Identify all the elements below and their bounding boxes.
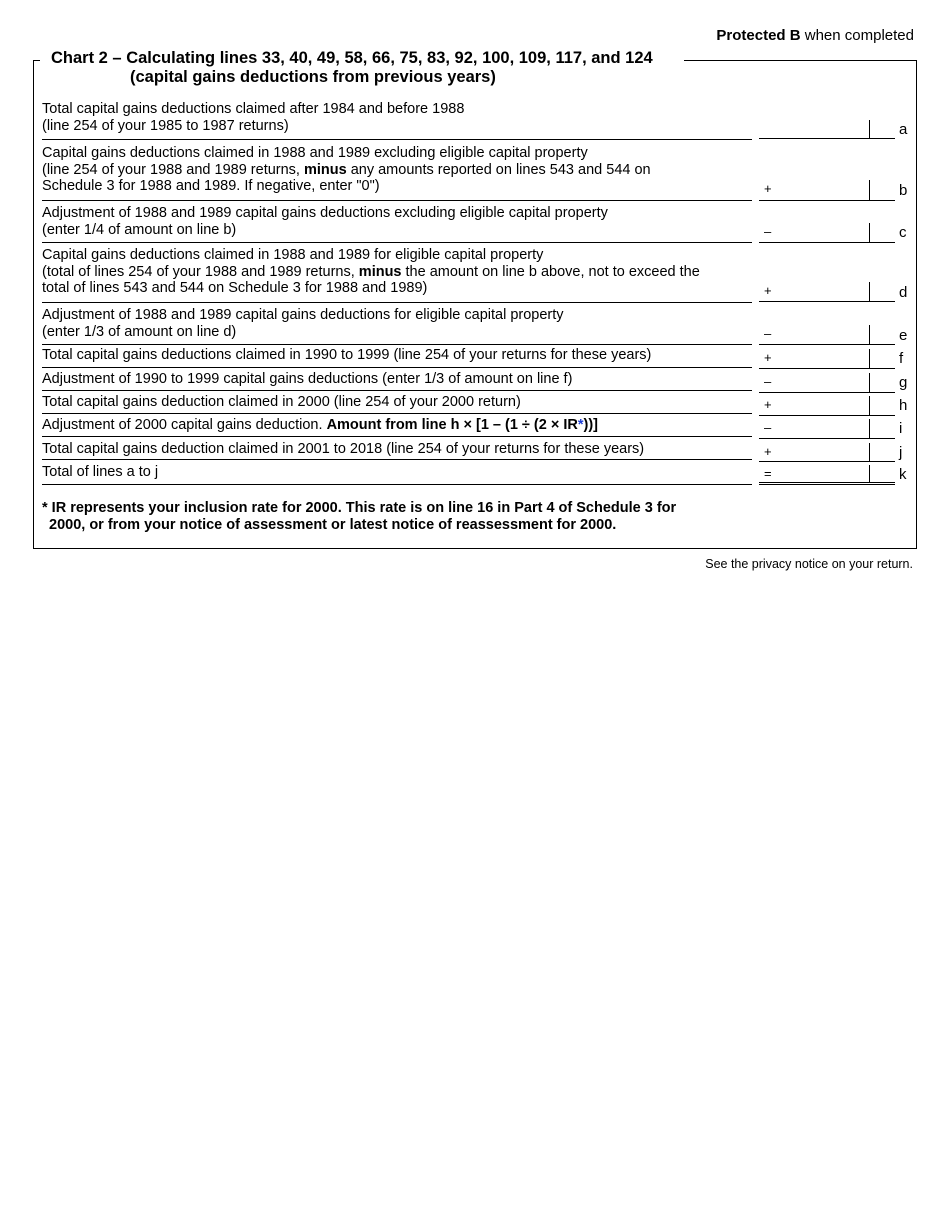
operator-b: +	[764, 181, 772, 196]
line-letter-k: k	[899, 466, 907, 483]
line-letter-c: c	[899, 224, 907, 241]
chart-title	[51, 49, 653, 87]
line-letter-h: h	[899, 397, 908, 414]
chart-title-line2: (capital gains deductions from previous years)	[130, 68, 496, 86]
amount-field-f[interactable]	[759, 349, 895, 369]
chart-title-line1: Chart 2 – Calculating lines 33, 40, 49, 58, 66, 75, 83, 92, 100, 109, 117, and 124	[51, 49, 653, 67]
line-letter-d: d	[899, 284, 908, 301]
privacy-notice: See the privacy notice on your return.	[705, 557, 913, 571]
amount-field-j[interactable]	[759, 443, 895, 462]
protected-b-label: Protected B when completed	[716, 27, 914, 44]
line-letter-j: j	[899, 444, 903, 461]
operator-k: =	[764, 466, 772, 481]
line-letter-a: a	[899, 121, 908, 138]
amount-field-e[interactable]	[759, 325, 895, 345]
line-letter-e: e	[899, 327, 908, 344]
amount-field-h[interactable]	[759, 396, 895, 416]
operator-d: +	[764, 283, 772, 298]
operator-j: +	[764, 444, 772, 459]
amount-field-c[interactable]	[759, 223, 895, 243]
line-letter-b: b	[899, 182, 908, 199]
operator-c: –	[764, 224, 772, 239]
operator-i: –	[764, 420, 772, 435]
line-letter-g: g	[899, 374, 908, 391]
operator-e: –	[764, 326, 772, 341]
operator-h: +	[764, 397, 772, 412]
amount-field-a[interactable]	[759, 120, 895, 139]
line-letter-f: f	[899, 350, 904, 367]
operator-g: –	[764, 374, 772, 389]
operator-f: +	[764, 350, 772, 365]
amount-field-k[interactable]	[759, 465, 895, 485]
amount-field-d[interactable]	[759, 282, 895, 302]
amount-field-b[interactable]	[759, 180, 895, 201]
amount-field-g[interactable]	[759, 373, 895, 393]
ir-footnote: * IR represents your inclusion rate for 2000. This rate is on line 16 in Part 4 of Schedule 3 for 2000, or from your notice of assessment or latest notice of reassessment for 2000.	[42, 500, 677, 533]
amount-field-i[interactable]	[759, 419, 895, 439]
line-letter-i: i	[899, 420, 903, 437]
